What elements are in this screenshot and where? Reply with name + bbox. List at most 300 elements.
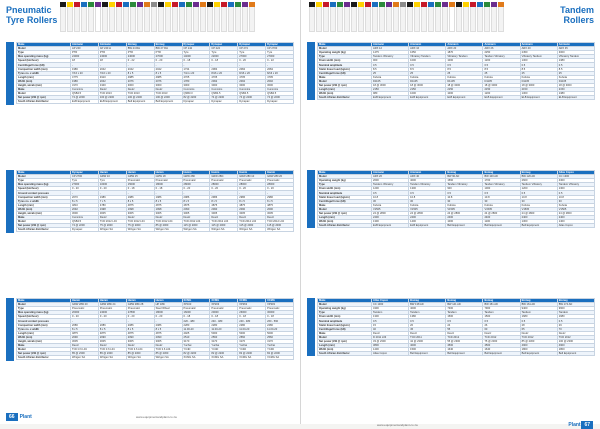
table-cell: V1505 [446,207,483,211]
table-cell: 85 @ 2300 [71,352,99,356]
table-cell: 0.5 [446,63,483,67]
table-cell: 74 @ 2200 [266,96,294,100]
table-cell: 3000 [238,83,266,87]
page-number: 67 [581,421,593,429]
column-header: Dynapac [182,43,210,47]
row-label: Type [17,179,71,183]
table-cell: 4900 [520,344,557,348]
table-cell: Cummins [182,88,210,92]
table-cell: 2086 [126,323,154,327]
section-tab[interactable] [309,2,315,32]
table-cell: 14000 [182,55,210,59]
table-side-bar [6,42,14,105]
table-cell: 11.00-20 [210,327,238,331]
table-cell: 4985 [154,75,182,79]
table-cell: 1200 [483,59,520,63]
table-cell: 2400 [520,216,557,220]
table-cell: 24000 [98,311,126,315]
table-cell: 0.5 [446,191,483,195]
table-cell: 3100 [98,83,126,87]
section-tab[interactable] [88,2,94,32]
table-cell: 4875 [71,331,99,335]
table-row [318,96,595,100]
section-tab[interactable] [351,2,357,32]
table-cell: TCD 2012 L04 [266,220,294,224]
section-tab[interactable] [477,2,483,32]
column-header: Ammann [71,43,99,47]
table-cell: 4705 [266,75,294,79]
table-cell: 2560 [238,335,266,339]
table-cell: 2986 [238,195,266,199]
column-header: XCMG [182,299,210,303]
section-tab[interactable] [435,2,441,32]
section-tab[interactable] [456,2,462,32]
section-tab[interactable] [116,2,122,32]
table-cell: TCD 2013 [126,92,154,96]
table-cell: 1200 [483,92,520,96]
table-cell: 18000 [154,311,182,315]
column-header: Bomag [557,299,594,303]
table-cell: 0.5 [409,63,446,67]
section-tab[interactable] [365,2,371,32]
table-cell: 3000 [126,83,154,87]
table-cell: 27000 [238,55,266,59]
row-label: South African distributor [318,224,372,228]
column-header: Hamm [98,299,126,303]
column-header: Make [318,171,372,175]
table-cell: GRW 280 [182,175,210,179]
table-cell: ELB Equipment [409,96,446,100]
section-tab[interactable] [400,2,406,32]
section-tab[interactable] [228,2,234,32]
table-cell: Bell Equipment [409,352,446,356]
section-tab[interactable] [193,2,199,32]
section-tab[interactable] [109,2,115,32]
table-cell: 9400 [520,307,557,311]
section-tab[interactable] [165,2,171,32]
table-cell: 8 x 5 [71,327,99,331]
table-cell: - [71,63,99,67]
table-cell: 85 @ 2300 [520,339,557,343]
table-cell: 0.5 [557,191,594,195]
section-tab[interactable] [179,2,185,32]
table-cell: 2400 [372,216,409,220]
table-cell: - [182,191,210,195]
table-cell: 8.5 [446,67,483,71]
table-cell: 8/16 x 20 [266,71,294,75]
table-cell: 30000 [266,311,294,315]
table-cell: 2086 [98,323,126,327]
section-tab[interactable] [249,2,255,32]
section-tab[interactable] [484,2,490,32]
row-label: Model [17,348,71,352]
row-label: Speed (km/hour) [17,59,71,63]
section-tab[interactable] [330,2,336,32]
section-tab[interactable] [102,2,108,32]
section-tab[interactable] [358,2,364,32]
table-cell: 4875 [154,331,182,335]
footer-url[interactable]: www.equipmentandplant.co.za [136,415,177,419]
table-cell: 1800 [520,348,557,352]
row-label: Net power (kW @ rpm) [17,96,71,100]
table-cell: 0 - 20 [71,187,99,191]
table-cell: 3000 [266,83,294,87]
table-cell: 2076 [154,79,182,83]
table-cell: 74 @ 2200 [238,96,266,100]
table-cell: Atlas Copco [372,352,409,356]
section-tab[interactable] [130,2,136,32]
column-header: Hamm [154,171,182,175]
table-cell: ARX 40 [409,175,446,179]
column-header: Make [17,299,71,303]
table-cell: 2280 [182,323,210,327]
table-side-bar [307,42,315,100]
row-label: Static linear load (kg/cm) [318,195,372,199]
row-label: Height, w/cab (mm) [17,339,71,343]
table-cell: 0.5 [409,319,446,323]
section-tab[interactable] [67,2,73,32]
section-tab[interactable] [386,2,392,32]
table-cell: TCD 2012 L04 [182,220,210,224]
table-cell: Pneumatic [126,179,154,183]
table-cell: - [182,63,210,67]
table-cell: YC4D [238,348,266,352]
table-cell: TCD 2012 L04 [126,220,154,224]
table-cell: Vibratory Tandem [520,55,557,59]
table-cell: Kubota [557,75,594,79]
table-cell: 4500 [483,344,520,348]
table-cell: XCMG SA [238,356,266,360]
row-label: Model [318,175,372,179]
table-cell: 240 - 480 [210,319,238,323]
table-cell: 0 - 18 [182,315,210,319]
table-cell: 28 [520,323,557,327]
table-cell: 24 @ 2800 [520,211,557,215]
table-cell: Tyre [98,179,126,183]
row-label: Height, w/cab (mm) [17,211,71,215]
table-cell: 2090 [71,335,99,339]
section-tab[interactable] [207,2,213,32]
section-tab[interactable] [428,2,434,32]
table-cell: 3000 [182,83,210,87]
row-label: Centrifugal force (kN) [17,63,71,67]
table-cell: CC 1300 [557,175,594,179]
table-cell: D1105 [557,79,594,83]
section-tab[interactable] [81,2,87,32]
table-cell: 85 @ 2300 [98,352,126,356]
section-tab[interactable] [498,2,504,32]
column-header: Bomag [520,299,557,303]
table-cell: 0.5 [520,191,557,195]
table-cell: 3005 [126,211,154,215]
table-cell: 2150 [483,88,520,92]
table-cell: 0 - 20 [238,187,266,191]
section-tab[interactable] [316,2,322,32]
table-cell: 0 - 20 [126,315,154,319]
row-label: Model [17,220,71,224]
table-cell: 28000 [266,183,294,187]
table-cell: XP163 [182,303,210,307]
section-tab[interactable] [186,2,192,32]
section-tab[interactable] [60,2,66,32]
section-tab[interactable] [74,2,80,32]
section-tab[interactable] [323,2,329,32]
table-cell: 1300 [409,187,446,191]
section-tab[interactable] [242,2,248,32]
table-cell: 2090 [210,207,238,211]
table-cell: CP 274 [238,47,266,51]
row-label: Max operating mass (kg) [17,311,71,315]
table-cell: 0.5 [483,319,520,323]
spec-table-block [6,298,294,361]
table-cell: 74 @ 2200 [71,96,99,100]
section-tab[interactable] [344,2,350,32]
section-tab[interactable] [172,2,178,32]
table-cell: 10.8 [520,195,557,199]
table-cell: 20000 [210,311,238,315]
table-cell: 2280 [238,323,266,327]
table-cell: 29 [557,323,594,327]
table-cell: Tandem [557,311,594,315]
section-tab[interactable] [151,2,157,32]
section-tab[interactable] [95,2,101,32]
table-cell: 1200 [520,187,557,191]
table-cell: 4705 [182,75,210,79]
table-cell: - [238,191,266,195]
table-row [17,228,294,232]
section-tab[interactable] [407,2,413,32]
table-cell: ARX 16 [409,47,446,51]
table-cell: TCD 2012 [446,335,483,339]
table-cell: 24000 [126,55,154,59]
table-cell: - [126,191,154,195]
table-cell: BW 138 AD [409,303,446,307]
table-cell: QSB4.5 [71,92,99,96]
column-header: XCMG [238,299,266,303]
table-cell: Deutz [210,216,238,220]
table-cell: XP263 [238,303,266,307]
table-cell: 2084 [210,67,238,71]
table-cell: Pneumatic [154,179,182,183]
table-cell: XCMG SA [182,356,210,360]
table-cell: 240 - 480 [238,319,266,323]
table-cell: 3005 [182,211,210,215]
table-cell: Deutz [126,344,154,348]
table-cell: TCD 2012 [520,335,557,339]
table-cell: Bell Equipment [483,352,520,356]
table-cell: BW 27 RH [154,47,182,51]
table-cell: 2510 [182,335,210,339]
row-label: Model [17,303,71,307]
column-header: Bomag [446,299,483,303]
table-cell: Deutz [98,88,126,92]
table-cell: 2150 [409,88,446,92]
row-label: Net power (kW @ rpm) [318,83,372,87]
table-cell: 2280 [266,323,294,327]
table-row [318,224,595,228]
table-cell: 25 [372,71,409,75]
row-label: Centrifugal force (kN) [318,199,372,203]
table-cell: 8.5 [483,67,520,71]
table-cell: 24 @ 2800 [372,211,409,215]
table-cell: 0 - 18 [238,315,266,319]
table-cell: 0 - 20 [154,315,182,319]
table-cell: 15 [372,323,409,327]
table-row [17,356,294,360]
table-cell: 55 @ 2300 [446,339,483,343]
table-cell: 2150 [520,88,557,92]
table-cell: Wirtgen SA [98,356,126,360]
table-cell: Deutz [154,216,182,220]
table-cell: Cummins [266,88,294,92]
section-tab[interactable] [421,2,427,32]
table-cell: Kubota [483,203,520,207]
table-cell: - [210,191,238,195]
table-cell: 30 [483,199,520,203]
table-cell: 115 @ 2000 [182,224,210,228]
table-cell: 1300 [372,220,409,224]
table-cell: Tyre [210,51,238,55]
table-cell: 2086 [71,323,99,327]
table-cell: 8 x 5 [154,71,182,75]
table-cell: Bell Equipment [520,224,557,228]
table-cell: 9600 [557,307,594,311]
section-tab[interactable] [337,2,343,32]
row-label: Drum width (mm) [318,187,372,191]
table-cell: GRW 280 10 [238,175,266,179]
column-header: Ammann [520,43,557,47]
column-header: Dynapac [238,43,266,47]
row-label: South African distributor [17,356,71,360]
table-cell: 3000 [557,51,594,55]
section-tab[interactable] [442,2,448,32]
table-cell: Tandem [409,311,446,315]
table-cell: XP303 [266,303,294,307]
table-cell: Pneumatic [210,307,238,311]
table-cell: Bell Equipment [483,224,520,228]
table-cell: 11.00-20 [238,327,266,331]
section-tab[interactable] [491,2,497,32]
table-cell: 0.5 [372,319,409,323]
section-tab[interactable] [463,2,469,32]
section-tab[interactable] [123,2,129,32]
table-cell: 1986 [126,195,154,199]
column-header: Hamm [71,299,99,303]
row-label: Model [318,47,372,51]
table-cell: 4775 [71,75,99,79]
column-header: XCMG [266,299,294,303]
section-tab[interactable] [137,2,143,32]
table-cell: 3005 [71,339,99,343]
table-cell: 115 @ 2000 [210,224,238,228]
table-cell: 3000 [210,83,238,87]
table-cell: ARX 40 [520,47,557,51]
table-cell: Tyre [182,51,210,55]
table-cell: Vibratory Tandem [446,55,483,59]
table-cell: QSB4.5 [266,92,294,96]
table-side-bar [6,170,14,233]
table-cell: - [154,63,182,67]
column-header: Bomag [520,171,557,175]
column-header: Hamm [266,171,294,175]
table-cell: Cummins [71,216,99,220]
table-cell: YC4D [182,348,210,352]
column-header: XCMG [210,299,238,303]
table-cell: Tyre [238,51,266,55]
section-tab[interactable] [379,2,385,32]
section-title: Pneumatic Tyre Rollers [6,5,58,25]
table-cell: 1400 [557,220,594,224]
section-tab[interactable] [372,2,378,32]
section-tab[interactable] [449,2,455,32]
row-label: Make [17,216,71,220]
section-tab[interactable] [235,2,241,32]
table-cell: TCD 3.6 L04 [71,348,99,352]
row-label: Static linear load (kg/cm) [318,323,372,327]
row-label: Compaction width (mm) [17,195,71,199]
table-cell: Atlas Copco [557,224,594,228]
table-cell: CP 224 [210,47,238,51]
column-header: Ammann [409,43,446,47]
spec-table-block [6,170,294,233]
table-cell: 1870 [446,51,483,55]
section-tab[interactable] [200,2,206,32]
table-cell: 3005 [98,339,126,343]
table-cell: 75 @ 2000 [98,224,126,228]
table-cell: 1475 [372,51,409,55]
section-tab[interactable] [158,2,164,32]
table-cell: Pneumatic [71,307,99,311]
table-cell: 0 - 20 [238,59,266,63]
section-tab[interactable] [393,2,399,32]
section-tab[interactable] [214,2,220,32]
table-cell: Kubota [483,75,520,79]
table-cell: 3005 [98,211,126,215]
column-header: Ammann [372,171,409,175]
spec-table [16,42,294,104]
table-cell: Deutz [520,331,557,335]
table-cell: 1986 [71,67,99,71]
table-cell: 4875 [238,203,266,207]
row-label: Ground contact pressure [17,191,71,195]
row-label: Length (mm) [318,344,372,348]
section-tabs [309,2,505,32]
table-cell: 3005 [238,211,266,215]
table-cell: TCD 2012 [557,335,594,339]
section-tab[interactable] [144,2,150,32]
table-cell: 115 @ 2000 [238,224,266,228]
section-tab[interactable] [221,2,227,32]
table-cell: V1505 [372,207,409,211]
table-cell: 4810 [71,203,99,207]
table-cell: 1300 [520,59,557,63]
footer-url[interactable]: www.equipmentandplant.co.za [377,423,418,427]
table-cell: Wirtgen SA [71,356,99,360]
table-cell: Kubota [446,203,483,207]
row-label: Length (mm) [17,331,71,335]
table-cell: 24 @ 2800 [483,211,520,215]
section-tab[interactable] [414,2,420,32]
section-tab[interactable] [470,2,476,32]
table-cell: 1300 [557,187,594,191]
row-label: Model [318,303,372,307]
table-cell: 25 [446,71,483,75]
table-cell: ELB Equipment [409,224,446,228]
table-cell: 8.5 [372,67,409,71]
table-cell: 0 - 18 [154,187,182,191]
table-cell: 30 [446,199,483,203]
table-cell: ARX 45 [557,47,594,51]
